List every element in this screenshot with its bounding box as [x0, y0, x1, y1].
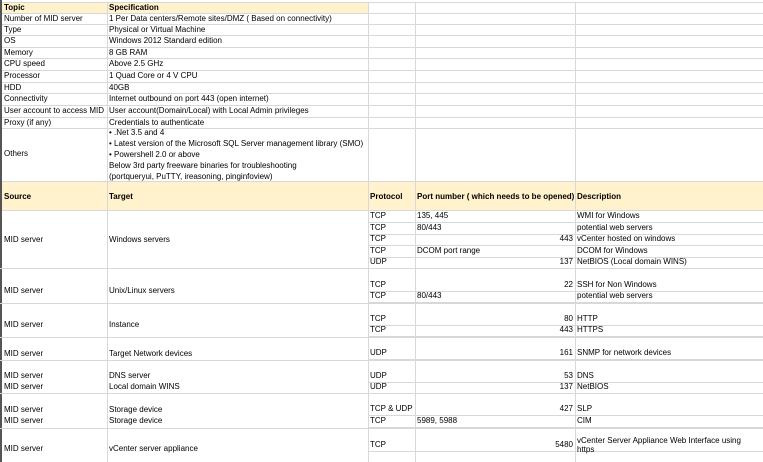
spec-value[interactable]: 1 Per Data centers/Remote sites/DMZ ( Based on connectivity)	[109, 14, 332, 23]
description-cell[interactable]: CIM	[577, 416, 592, 425]
spec-others-line[interactable]: • Latest version of the Microsoft SQL Server management library (SMO)	[109, 139, 364, 148]
source-cell[interactable]: MID server	[4, 416, 44, 425]
port-cell[interactable]: DCOM port range	[417, 246, 481, 255]
target-cell[interactable]: Local domain WINS	[109, 382, 180, 391]
gridline	[368, 393, 763, 394]
port-cell[interactable]: 161	[559, 348, 573, 357]
spec-others-line[interactable]: • .Net 3.5 and 4	[109, 128, 165, 137]
target-header[interactable]: Target	[109, 192, 133, 201]
spec-value[interactable]: User account(Domain/Local) with Local Admin privileges	[109, 106, 309, 115]
spec-value[interactable]: 40GB	[109, 83, 130, 92]
gridline	[368, 336, 763, 337]
spec-topic[interactable]: Type	[4, 25, 22, 34]
description-cell[interactable]: SNMP for network devices	[577, 348, 672, 357]
protocol-cell[interactable]: TCP	[370, 223, 386, 232]
port-cell[interactable]: 80/443	[417, 223, 442, 232]
source-cell[interactable]: MID server	[4, 382, 44, 391]
source-cell[interactable]: MID server	[4, 320, 44, 329]
target-cell[interactable]: Storage device	[109, 405, 163, 414]
gridline	[0, 337, 763, 338]
port-cell[interactable]: 443	[559, 234, 573, 243]
spec-topic[interactable]: Processor	[4, 71, 41, 80]
description-header[interactable]: Description	[577, 192, 622, 201]
port-cell[interactable]: 5989, 5988	[417, 416, 458, 425]
description-cell[interactable]: SLP	[577, 404, 593, 413]
description-cell[interactable]: SSH for Non Windows	[577, 280, 657, 289]
port-cell[interactable]: 22	[564, 280, 573, 289]
target-cell[interactable]: Windows servers	[109, 235, 170, 244]
spec-value[interactable]: 1 Quad Core or 4 V CPU	[109, 71, 198, 80]
spec-topic[interactable]: Connectivity	[4, 94, 48, 103]
protocol-cell[interactable]: TCP	[370, 440, 386, 449]
protocol-cell[interactable]: TCP	[370, 291, 386, 300]
gridline	[368, 302, 763, 303]
protocol-cell[interactable]: TCP	[370, 234, 386, 243]
protocol-cell[interactable]: TCP	[370, 246, 386, 255]
description-cell[interactable]: https	[577, 445, 595, 454]
gridline	[368, 268, 763, 269]
source-cell[interactable]: MID server	[4, 444, 44, 453]
protocol-cell[interactable]: TCP & UDP	[370, 404, 413, 413]
target-cell[interactable]: vCenter server appliance	[109, 444, 198, 453]
port-cell[interactable]: 53	[564, 371, 573, 380]
port-cell[interactable]: 427	[559, 404, 573, 413]
spec-value[interactable]: 8 GB RAM	[109, 48, 148, 57]
protocol-cell[interactable]: TCP	[370, 314, 386, 323]
description-cell[interactable]: HTTPS	[577, 325, 604, 334]
spec-value[interactable]: Credentials to authenticate	[109, 118, 205, 127]
port-cell[interactable]: 137	[559, 257, 573, 266]
spec-others-line[interactable]: (portqueryui, PuTTY, ireasoning, pinginfoview)	[109, 172, 273, 181]
gridline	[0, 428, 763, 429]
protocol-cell[interactable]: UDP	[370, 257, 387, 266]
source-header[interactable]: Source	[4, 192, 32, 201]
spec-others-line[interactable]: • Powershell 2.0 or above	[109, 150, 200, 159]
target-cell[interactable]: Instance	[109, 320, 140, 329]
target-cell[interactable]: Unix/Linux servers	[109, 286, 175, 295]
description-cell[interactable]: potential web servers	[577, 223, 653, 232]
protocol-header[interactable]: Protocol	[370, 192, 403, 201]
spec-topic[interactable]: Number of MID server	[4, 14, 83, 23]
target-cell[interactable]: DNS server	[109, 371, 151, 380]
protocol-cell[interactable]: TCP	[370, 416, 386, 425]
source-cell[interactable]: MID server	[4, 286, 44, 295]
source-cell[interactable]: MID server	[4, 349, 44, 358]
protocol-cell[interactable]: TCP	[370, 325, 386, 334]
port-cell[interactable]: 5480	[555, 440, 573, 449]
topic-header[interactable]: Topic	[4, 3, 25, 12]
spec-value[interactable]: Internet outbound on port 443 (open internet)	[109, 94, 269, 103]
spec-topic-others[interactable]: Others	[4, 149, 29, 158]
spec-topic[interactable]: HDD	[4, 83, 22, 92]
port-cell[interactable]: 135, 445	[417, 211, 449, 220]
protocol-cell[interactable]: UDP	[370, 371, 387, 380]
description-cell[interactable]: potential web servers	[577, 291, 653, 300]
spec-value[interactable]: Physical or Virtual Machine	[109, 25, 206, 34]
spec-topic[interactable]: Proxy (if any)	[4, 118, 52, 127]
port-header[interactable]: Port number ( which needs to be opened)	[417, 192, 575, 201]
protocol-cell[interactable]: UDP	[370, 382, 387, 391]
gridline	[368, 359, 763, 360]
spec-topic[interactable]: OS	[4, 36, 16, 45]
spec-others-line[interactable]: Below 3rd party freeware binaries for troubleshooting	[109, 161, 297, 170]
gridline	[368, 427, 763, 428]
spec-topic[interactable]: Memory	[4, 48, 33, 57]
description-cell[interactable]: vCenter hosted on windows	[577, 234, 676, 243]
gridline	[0, 360, 763, 361]
description-cell[interactable]: DNS	[577, 371, 594, 380]
port-cell[interactable]: 443	[559, 325, 573, 334]
protocol-cell[interactable]: UDP	[370, 348, 387, 357]
description-cell[interactable]: NetBIOS (Local domain WINS)	[577, 257, 687, 266]
gridline	[0, 303, 763, 304]
specification-header[interactable]: Specification	[109, 3, 159, 12]
source-cell[interactable]: MID server	[4, 235, 44, 244]
spec-value[interactable]: Above 2.5 GHz	[109, 59, 164, 68]
description-cell[interactable]: WMI for Windows	[577, 211, 640, 220]
port-cell[interactable]: 137	[559, 382, 573, 391]
source-cell[interactable]: MID server	[4, 371, 44, 380]
protocol-cell[interactable]: TCP	[370, 280, 386, 289]
description-cell[interactable]: DCOM for Windows	[577, 246, 648, 255]
description-cell[interactable]: vCenter Server Appliance Web Interface using	[577, 436, 741, 445]
description-cell[interactable]: NetBIOS	[577, 382, 609, 391]
description-cell[interactable]: HTTP	[577, 314, 598, 323]
spec-topic[interactable]: User account to access MID	[4, 106, 105, 115]
source-cell[interactable]: MID server	[4, 405, 44, 414]
target-cell[interactable]: Target Network devices	[109, 349, 193, 358]
spec-topic[interactable]: CPU speed	[4, 59, 45, 68]
target-cell[interactable]: Storage device	[109, 416, 163, 425]
port-cell[interactable]: 80/443	[417, 291, 442, 300]
spec-value[interactable]: Windows 2012 Standard edition	[109, 36, 222, 45]
protocol-cell[interactable]: TCP	[370, 211, 386, 220]
port-cell[interactable]: 80	[564, 314, 573, 323]
